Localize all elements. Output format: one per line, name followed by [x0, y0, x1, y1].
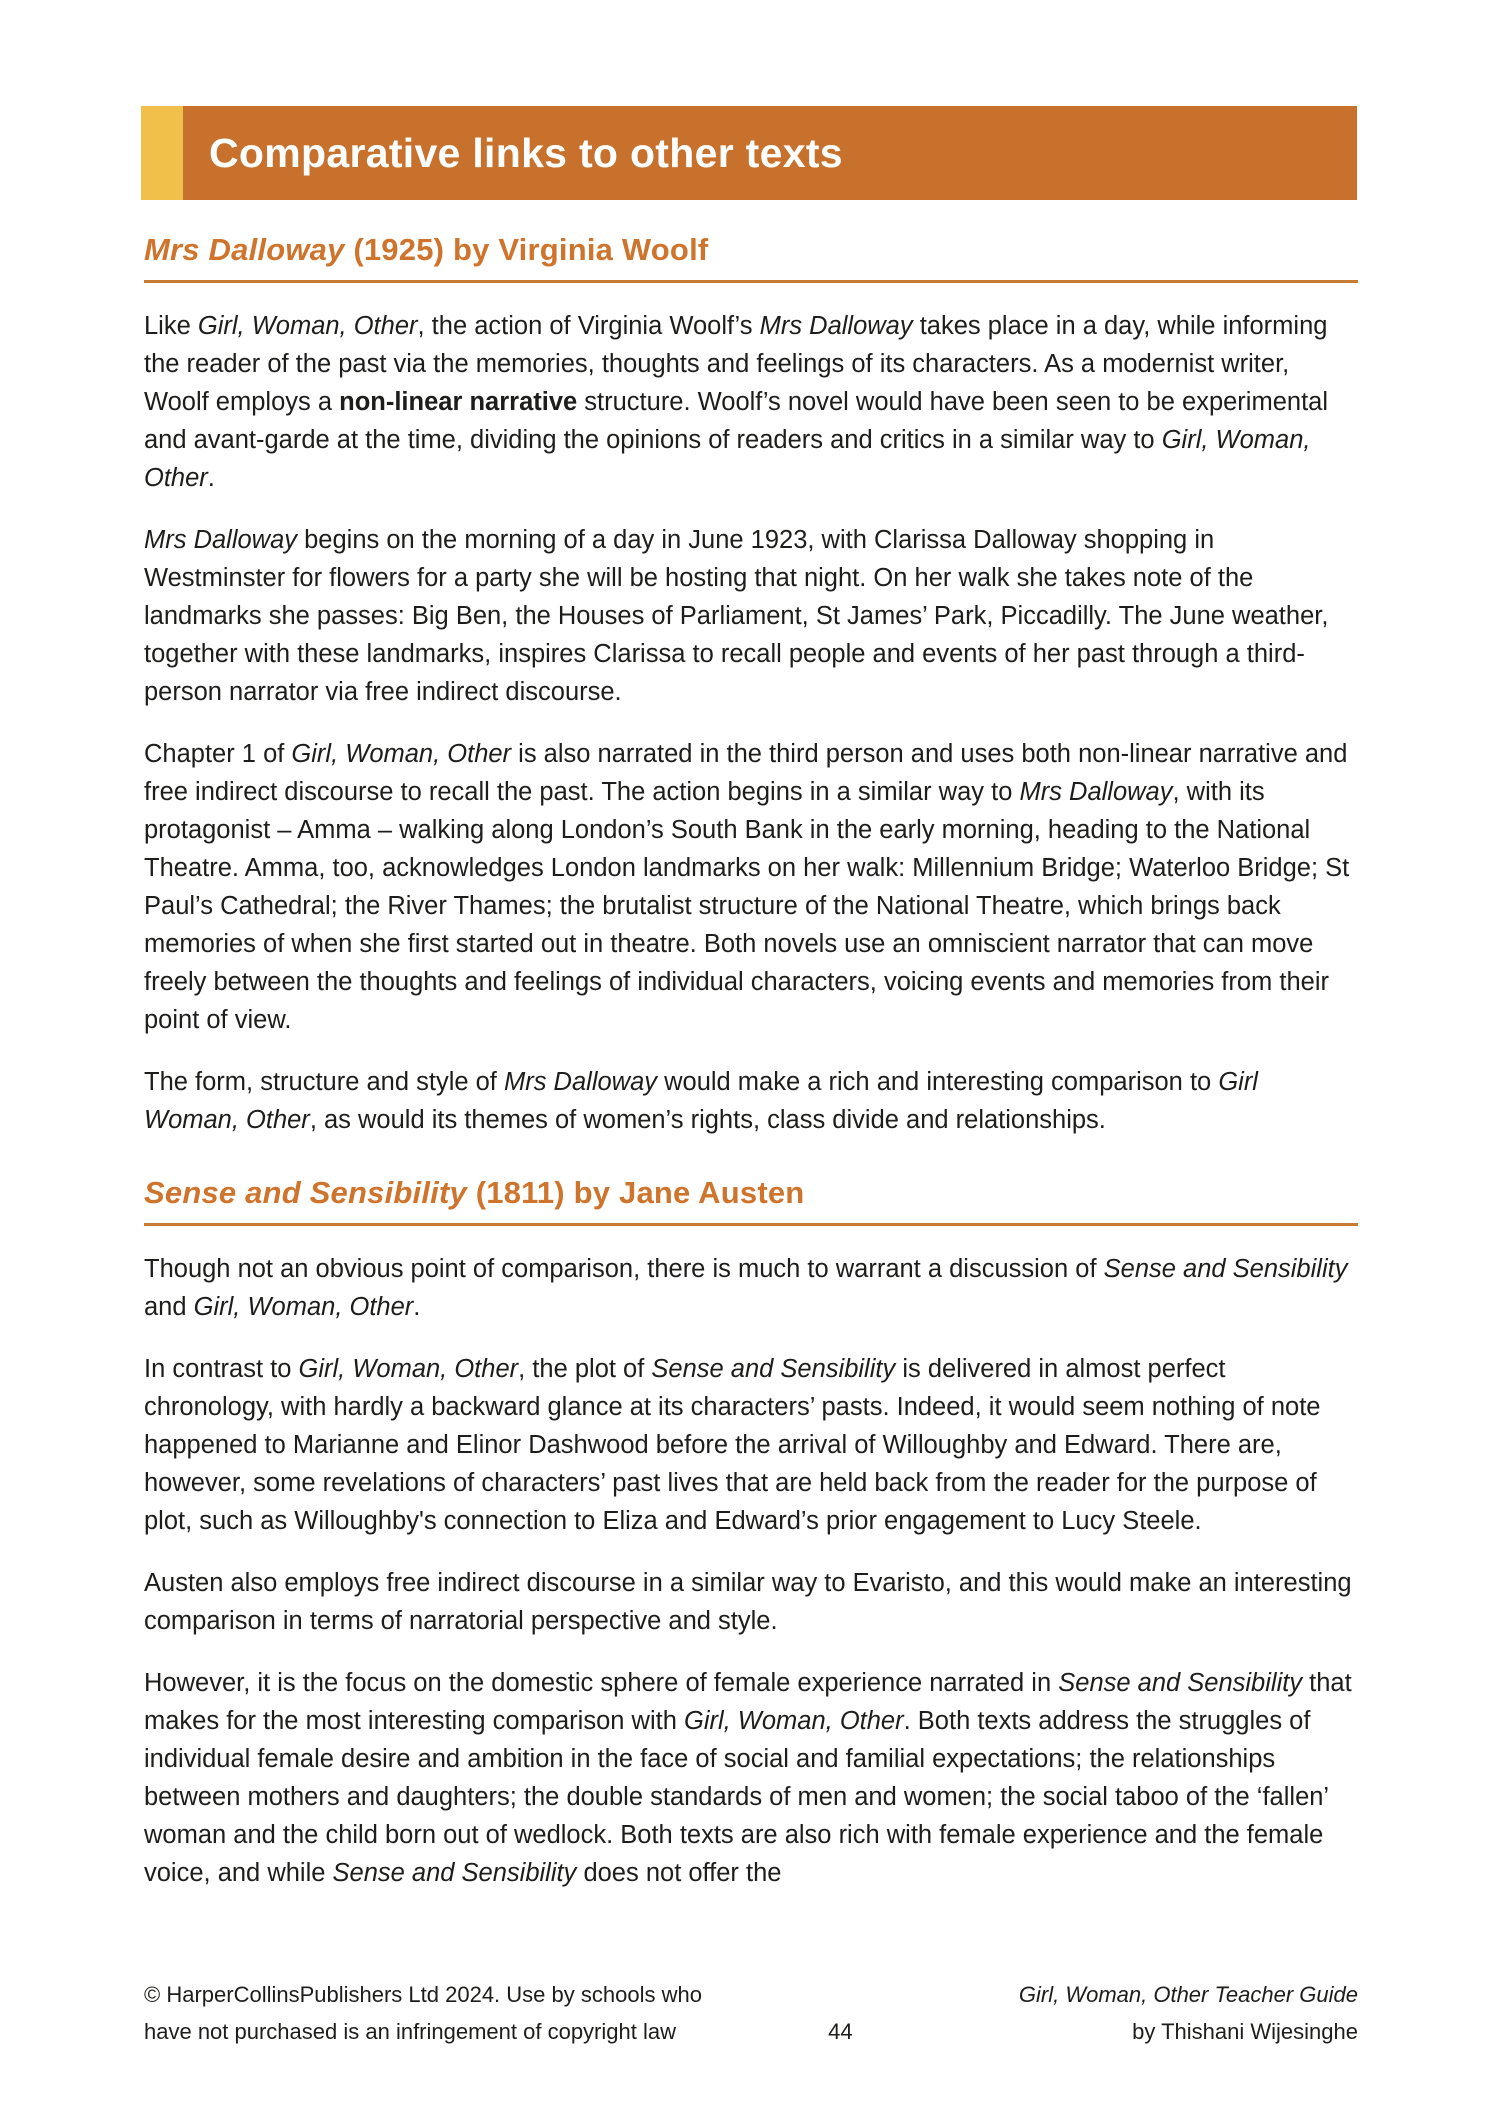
body-paragraph — [144, 521, 1358, 711]
section-divider — [144, 280, 1358, 283]
text-run: (1925) by Virginia Woolf — [344, 232, 709, 267]
text-run: Mrs Dalloway — [144, 526, 298, 554]
text-run: , the action of Virginia Woolf’s — [417, 312, 760, 340]
section-heading — [144, 232, 1358, 268]
text-run: Sense and Sensibility — [1103, 1255, 1348, 1283]
text-run: Sense and Sensibility — [144, 1175, 467, 1210]
body-paragraph — [144, 1063, 1358, 1139]
copyright-notice — [144, 1976, 702, 2050]
text-run: . — [413, 1293, 421, 1321]
text-run: Mrs Dalloway — [759, 312, 913, 340]
text-run: structure. Woolf’s novel would have been seen to be experimental and avant-garde at the time, dividing the opinions of readers and critics in a similar way to — [144, 388, 1328, 454]
text-run: Sense and Sensibility — [332, 1859, 577, 1887]
title-banner — [141, 106, 1357, 200]
body-paragraph — [144, 735, 1358, 1039]
text-run: Though not an obvious point of comparison, there is much to warrant a discussion of — [144, 1255, 1104, 1283]
text-run: and — [144, 1293, 194, 1321]
section-divider — [144, 1223, 1358, 1226]
text-run: Like — [144, 312, 198, 340]
text-run: takes place in a day, while informing the reader of the past via the memories, thoughts and feelings of its characters. As a modernist writer, Woolf employs a — [144, 312, 1328, 416]
text-run: Mrs Dalloway — [1019, 778, 1173, 806]
text-run: , as would its themes of women’s rights, class divide and relationships. — [309, 1106, 1106, 1134]
text-run: Mrs Dalloway — [503, 1068, 658, 1096]
text-run: Sense and Sensibility — [651, 1355, 896, 1383]
text-run: The form, structure and style of — [144, 1068, 504, 1096]
text-run: non-linear narrative — [339, 388, 578, 416]
guide-author: by Thishani Wijesinghe — [1132, 2019, 1358, 2044]
text-run: , with its protagonist – Amma – walking along London’s South Bank in the early morning, heading to the National Theatre. Amma, too, acknowledges London landmarks on her walk: Millennium Bridge; Waterloo Bridge; St Paul’s Cathedral; the River Thames; the brutalist structure of the National Theatre, which brings back memories of when she first started out in theatre. Both novels use an omniscient narrator that can move freely between the thoughts and feelings of individual characters, voicing events and memories from their point of view. — [144, 778, 1350, 1034]
copyright-line: © HarperCollinsPublishers Ltd 2024. Use by schools who — [144, 1982, 702, 2007]
copyright-line: have not purchased is an infringement of copyright law — [144, 2019, 676, 2044]
text-run: is also narrated in the third person and uses both non-linear narrative and free indirect discourse to recall the past. The action begins in a similar way to — [144, 740, 1348, 806]
text-run: Chapter 1 of — [144, 740, 292, 768]
body-paragraph — [144, 1350, 1358, 1540]
body-paragraph — [144, 307, 1358, 497]
banner-gold-accent — [141, 106, 183, 200]
text-run: Girl, Woman, Other — [193, 1293, 414, 1321]
text-run: does not offer the — [576, 1859, 782, 1887]
banner-bar — [183, 106, 1357, 200]
text-run: is delivered in almost perfect chronology, with hardly a backward glance at its characters’ pasts. Indeed, it would seem nothing of note happened to Marianne and Elinor Dashwood before the arrival of Willoughby and Edward. There are, however, some revelations of characters’ past lives that are held back from the reader for the purpose of plot, such as Willoughby's connection to Eliza and Edward’s prior engagement to Lucy Steele. — [144, 1355, 1321, 1535]
text-run: begins on the morning of a day in June 1923, with Clarissa Dalloway shopping in Westminster for flowers for a party she will be hosting that night. On her walk she takes note of the landmarks she passes: Big Ben, the Houses of Parliament, St James’ Park, Piccadilly. The June weather, together with these landmarks, inspires Clarissa to recall people and events of her past through a third-person narrator via free indirect discourse. — [144, 526, 1329, 706]
body-paragraph — [144, 1564, 1358, 1640]
document-content — [144, 200, 1358, 1892]
body-paragraph — [144, 1250, 1358, 1326]
text-run: that makes for the most interesting comparison with — [144, 1669, 1352, 1735]
text-run: Austen also employs free indirect discourse in a similar way to Evaristo, and this would make an interesting comparison in terms of narratorial perspective and style. — [144, 1569, 1352, 1635]
text-run: However, it is the focus on the domestic sphere of female experience narrated in — [144, 1669, 1059, 1697]
text-run: Girl, Woman, Other — [291, 740, 512, 768]
text-run: Girl, Woman, Other — [683, 1707, 904, 1735]
body-paragraph — [144, 1664, 1358, 1892]
text-run: In contrast to — [144, 1355, 299, 1383]
text-run: Sense and Sensibility — [1058, 1669, 1303, 1697]
text-run: Girl Woman, Other — [144, 1068, 1258, 1134]
text-run: would make a rich and interesting comparison to — [657, 1068, 1219, 1096]
section-heading — [144, 1175, 1358, 1211]
text-run: Girl, Woman, Other — [298, 1355, 519, 1383]
text-run: , the plot of — [518, 1355, 652, 1383]
text-run: . Both texts address the struggles of individual female desire and ambition in the face of social and familial expectations; the relationships between mothers and daughters; the double standards of men and women; the social taboo of the ‘fallen’ woman and the child born out of wedlock. Both texts are also rich with female experience and the female voice, and while — [144, 1707, 1329, 1887]
text-run: Girl, Woman, Other — [197, 312, 418, 340]
page-title: Comparative links to other texts — [209, 129, 843, 176]
page-number: 44 — [828, 2019, 853, 2044]
guide-attribution — [1019, 1976, 1358, 2050]
page-footer — [144, 1976, 1358, 2050]
text-run: (1811) by Jane Austen — [466, 1175, 805, 1210]
text-run: . — [207, 464, 215, 492]
text-run: Girl, Woman, Other — [144, 426, 1311, 492]
text-run: Mrs Dalloway — [144, 232, 345, 267]
guide-title: Girl, Woman, Other Teacher Guide — [1018, 1982, 1358, 2007]
